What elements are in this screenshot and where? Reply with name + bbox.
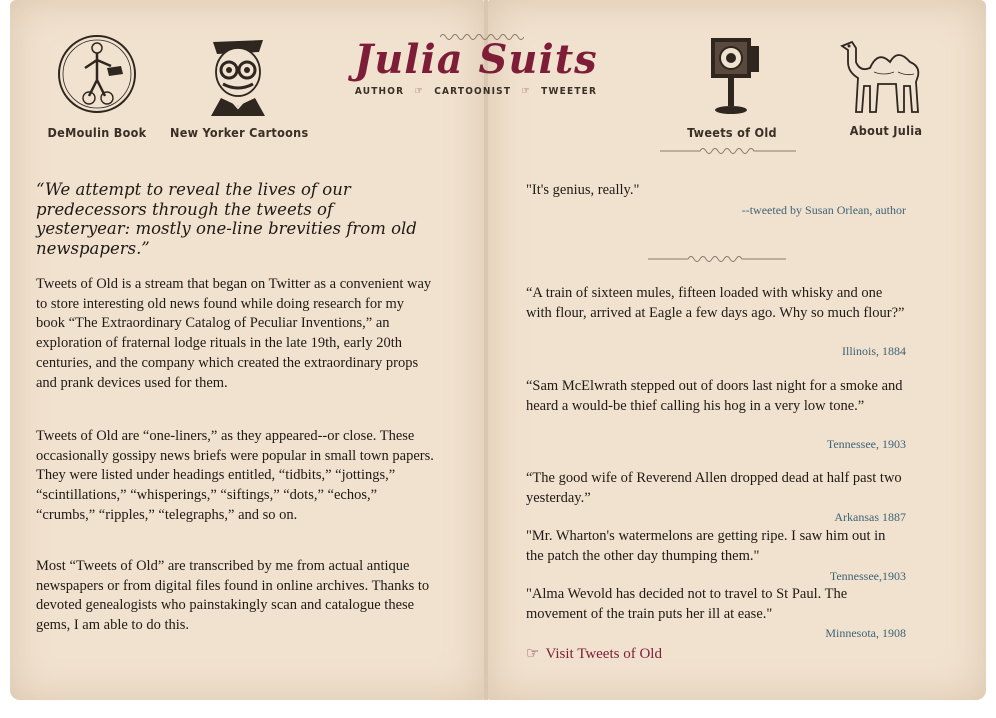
- camel-icon: [834, 32, 938, 116]
- pointing-hand-icon: ☞: [414, 86, 424, 97]
- endorsement-attribution: --tweeted by Susan Orlean, author: [741, 203, 906, 217]
- nav-demoulin-book[interactable]: [44, 30, 150, 140]
- book-spine: [484, 0, 488, 700]
- ornament-squiggle: [660, 146, 796, 156]
- nav-tweets-of-old[interactable]: [684, 32, 780, 140]
- visit-tweets-of-old-link[interactable]: [526, 644, 662, 663]
- paragraph-one-liners: Tweets of Old are “one-liners,” as they appeared--or close. These occasionally gossipy news briefs were popular in small town papers. They were listed under headings entitled, “tidbits,” “jottings,” “scintillations,” “whisperings,” “siftings,” “dots,” “echos,” “crumbs,” “ripples,” “telegraphs,” and so on.: [36, 428, 434, 523]
- visit-link-label: Visit Tweets of Old: [545, 646, 662, 662]
- tweet-source: Arkansas 1887: [834, 510, 906, 524]
- site-logo[interactable]: [340, 38, 612, 97]
- intro-quote: “We attempt to reveal the lives of our predecessors through the tweets of yesteryear: mostly one-line brevities from old newspapers.”: [36, 180, 417, 258]
- nav-new-yorker-cartoons[interactable]: [170, 34, 309, 140]
- endorsement-quote: "It's genius, really.": [526, 182, 640, 198]
- nav-label: DeMoulin Book: [47, 125, 147, 140]
- paragraph-intro: Tweets of Old is a stream that began on Twitter as a convenient way to store interesting old news found while doing research for my book “The Extraordinary Catalog of Peculiar Inventions,” an exploration of fraternal lodge rituals in the late 19th, early 20th centuries, and the company which created the extraordinary props and prank devices used for them.: [36, 276, 432, 391]
- tweet-quote: “The good wife of Reverend Allen dropped dead at half past two yesterday.”: [526, 470, 902, 506]
- tweet-quote: “Sam McElwrath stepped out of doors last night for a smoke and heard a would-be thief calling his hog in a very low tone.”: [526, 378, 903, 414]
- tweet-source: Minnesota, 1908: [825, 626, 906, 640]
- tweet-quote: "Alma Wevold has decided not to travel to St Paul. The movement of the train puts her ill at ease.": [526, 586, 848, 622]
- role-tweeter: TWEETER: [541, 86, 598, 97]
- logo-roles: [340, 86, 612, 97]
- ornament-squiggle: [648, 254, 786, 264]
- role-author: AUTHOR: [354, 86, 405, 97]
- pointing-hand-icon: ☞: [521, 86, 531, 97]
- tweet-source: Tennessee, 1903: [826, 437, 906, 451]
- tweet-source: Tennessee,1903: [829, 569, 906, 583]
- paragraph-transcribed: Most “Tweets of Old” are transcribed by me from actual antique newspapers or from digital files found in online archives. Thanks to devoted genealogists who painstakingly scan and catalogue these gems, I am able to do this.: [36, 558, 430, 634]
- logo-title: Julia Suits: [354, 36, 598, 83]
- tweet-quote: "Mr. Wharton's watermelons are getting ripe. I saw him out in the patch the other day thumping them.": [526, 528, 886, 564]
- nav-label: Tweets of Old: [687, 125, 777, 140]
- tweet-quote: “A train of sixteen mules, fifteen loaded with whisky and one with flour, arrived at Eagle a few days ago. Why so much flour?”: [526, 285, 905, 321]
- goggled-man-icon: [193, 34, 283, 116]
- nav-label: New Yorker Cartoons: [170, 125, 309, 140]
- role-cartoonist: CARTOONIST: [434, 86, 512, 97]
- antique-camera-icon: [697, 32, 767, 116]
- tweet-source: Illinois, 1884: [841, 344, 906, 358]
- bicycle-figure-icon: [49, 30, 145, 116]
- nav-about-julia[interactable]: [822, 32, 950, 138]
- pointing-hand-icon: ☞: [526, 646, 540, 662]
- nav-label: About Julia: [849, 123, 923, 138]
